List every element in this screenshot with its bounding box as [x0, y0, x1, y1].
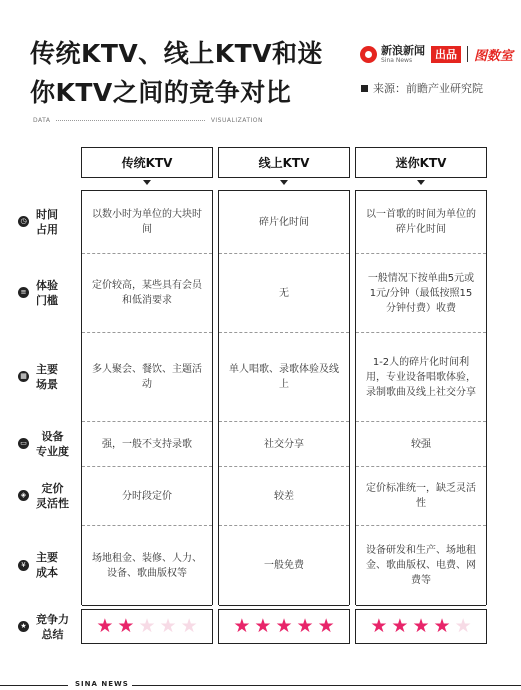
- decorative-rule: [33, 115, 263, 125]
- table-column-3: [355, 190, 487, 605]
- row-label: [18, 253, 78, 332]
- star-filled-icon: ★: [96, 615, 114, 637]
- row-label-text: 设备 专业度: [36, 429, 69, 458]
- tag-icon: ◈: [18, 490, 29, 501]
- grid-icon: ▦: [18, 371, 29, 382]
- star-filled-icon: ★: [275, 615, 293, 637]
- star-empty-icon: ★: [138, 615, 156, 637]
- table-column-2: [218, 190, 350, 605]
- down-arrow-icon: [280, 180, 288, 185]
- row-label-text: 体验 门槛: [36, 278, 58, 307]
- row-label: [18, 525, 78, 605]
- column-header-label: 线上KTV: [258, 156, 310, 170]
- list-icon: ≡: [18, 287, 29, 298]
- page-title: [30, 34, 350, 112]
- dotted-line: [56, 120, 204, 121]
- rating-box-2: [218, 609, 350, 644]
- title-line-2: 你KTV之间的竞争对比: [30, 78, 292, 107]
- star-empty-icon: ★: [159, 615, 177, 637]
- row-label: [18, 466, 78, 525]
- footer-text: SINA NEWS: [75, 680, 129, 688]
- table-cell: 1-2人的碎片化时间利用，专业设备唱歌体验，录制歌曲及线上社交分享: [356, 332, 486, 421]
- table-cell: 单人唱歌、录歌体验及线上: [219, 332, 349, 421]
- table-cell: 以数小时为单位的大块时间: [82, 190, 212, 253]
- table-bottom-border: [219, 605, 349, 606]
- brand-bar: [360, 44, 513, 64]
- star-icon: ★: [18, 621, 29, 632]
- star-filled-icon: ★: [254, 615, 272, 637]
- row-label-text: 主要 场景: [36, 362, 58, 391]
- star-filled-icon: ★: [391, 615, 409, 637]
- title-line-1: 传统KTV、线上KTV和迷: [30, 39, 324, 68]
- table-cell: 定价标准统一，缺乏灵活性: [356, 466, 486, 525]
- column-header-1: [81, 147, 213, 178]
- table-cell: 碎片化时间: [219, 190, 349, 253]
- row-label-text: 竞争力 总结: [36, 612, 69, 641]
- table-cell: 较差: [219, 466, 349, 525]
- row-label: [18, 332, 78, 421]
- row-label: [18, 421, 78, 466]
- table-cell: 较强: [356, 421, 486, 466]
- row-label-text: 主要 成本: [36, 551, 58, 579]
- star-filled-icon: ★: [233, 615, 251, 637]
- row-label: [18, 190, 78, 253]
- rating-box-1: [81, 609, 213, 644]
- star-filled-icon: ★: [412, 615, 430, 637]
- star-empty-icon: ★: [180, 615, 198, 637]
- star-filled-icon: ★: [317, 615, 335, 637]
- source-note: [361, 80, 483, 96]
- table-cell: 以一首歌的时间为单位的碎片化时间: [356, 190, 486, 253]
- deco-right: VISUALIZATION: [210, 116, 263, 124]
- clock-icon: ◷: [18, 216, 29, 227]
- star-filled-icon: ★: [296, 615, 314, 637]
- rating-box-3: [355, 609, 487, 644]
- table-bottom-border: [356, 605, 486, 606]
- device-icon: ▭: [18, 438, 29, 449]
- row-label-text: 时间 占用: [36, 207, 58, 236]
- brand-badge: 出品: [431, 46, 461, 63]
- partner-logo: 图数室: [474, 48, 514, 64]
- money-icon: ¥: [18, 560, 29, 571]
- table-cell: 定价较高，某些具有会员和低消要求: [82, 253, 212, 332]
- star-filled-icon: ★: [433, 615, 451, 637]
- square-bullet-icon: [361, 85, 368, 92]
- star-empty-icon: ★: [454, 615, 472, 637]
- footer-line-right: [132, 685, 521, 686]
- column-header-2: [218, 147, 350, 178]
- brand-text: [381, 45, 425, 64]
- source-text: 来源：前瞻产业研究院: [373, 82, 483, 95]
- brand-name-en: Sina News: [381, 56, 413, 64]
- table-cell: 分时段定价: [82, 466, 212, 525]
- star-filled-icon: ★: [370, 615, 388, 637]
- brand-name: 新浪新闻: [381, 43, 425, 57]
- table-cell: 社交分享: [219, 421, 349, 466]
- column-header-label: 传统KTV: [121, 156, 173, 170]
- footer: [0, 678, 521, 690]
- table-cell: 场地租金、装修、人力、设备、歌曲版权等: [82, 525, 212, 605]
- down-arrow-icon: [143, 180, 151, 185]
- table-cell: 一般免费: [219, 525, 349, 605]
- deco-left: DATA: [33, 116, 51, 124]
- table-bottom-border: [82, 605, 212, 606]
- table-cell: 多人聚会、餐饮、主题活动: [82, 332, 212, 421]
- row-label-summary: [18, 609, 78, 644]
- footer-line-left: [0, 685, 68, 686]
- table-cell: 一般情况下按单曲5元或1元/分钟（最低按照15分钟付费）收费: [356, 253, 486, 332]
- brand-divider: [467, 46, 468, 62]
- sina-logo-icon: [360, 46, 377, 63]
- column-header-label: 迷你KTV: [395, 156, 447, 170]
- table-cell: 设备研发和生产、场地租金、歌曲版权、电费、网费等: [356, 525, 486, 605]
- column-header-3: [355, 147, 487, 178]
- down-arrow-icon: [417, 180, 425, 185]
- table-column-1: [81, 190, 213, 605]
- table-cell: 强，一般不支持录歌: [82, 421, 212, 466]
- row-label-text: 定价 灵活性: [36, 481, 69, 510]
- table-cell: 无: [219, 253, 349, 332]
- star-filled-icon: ★: [117, 615, 135, 637]
